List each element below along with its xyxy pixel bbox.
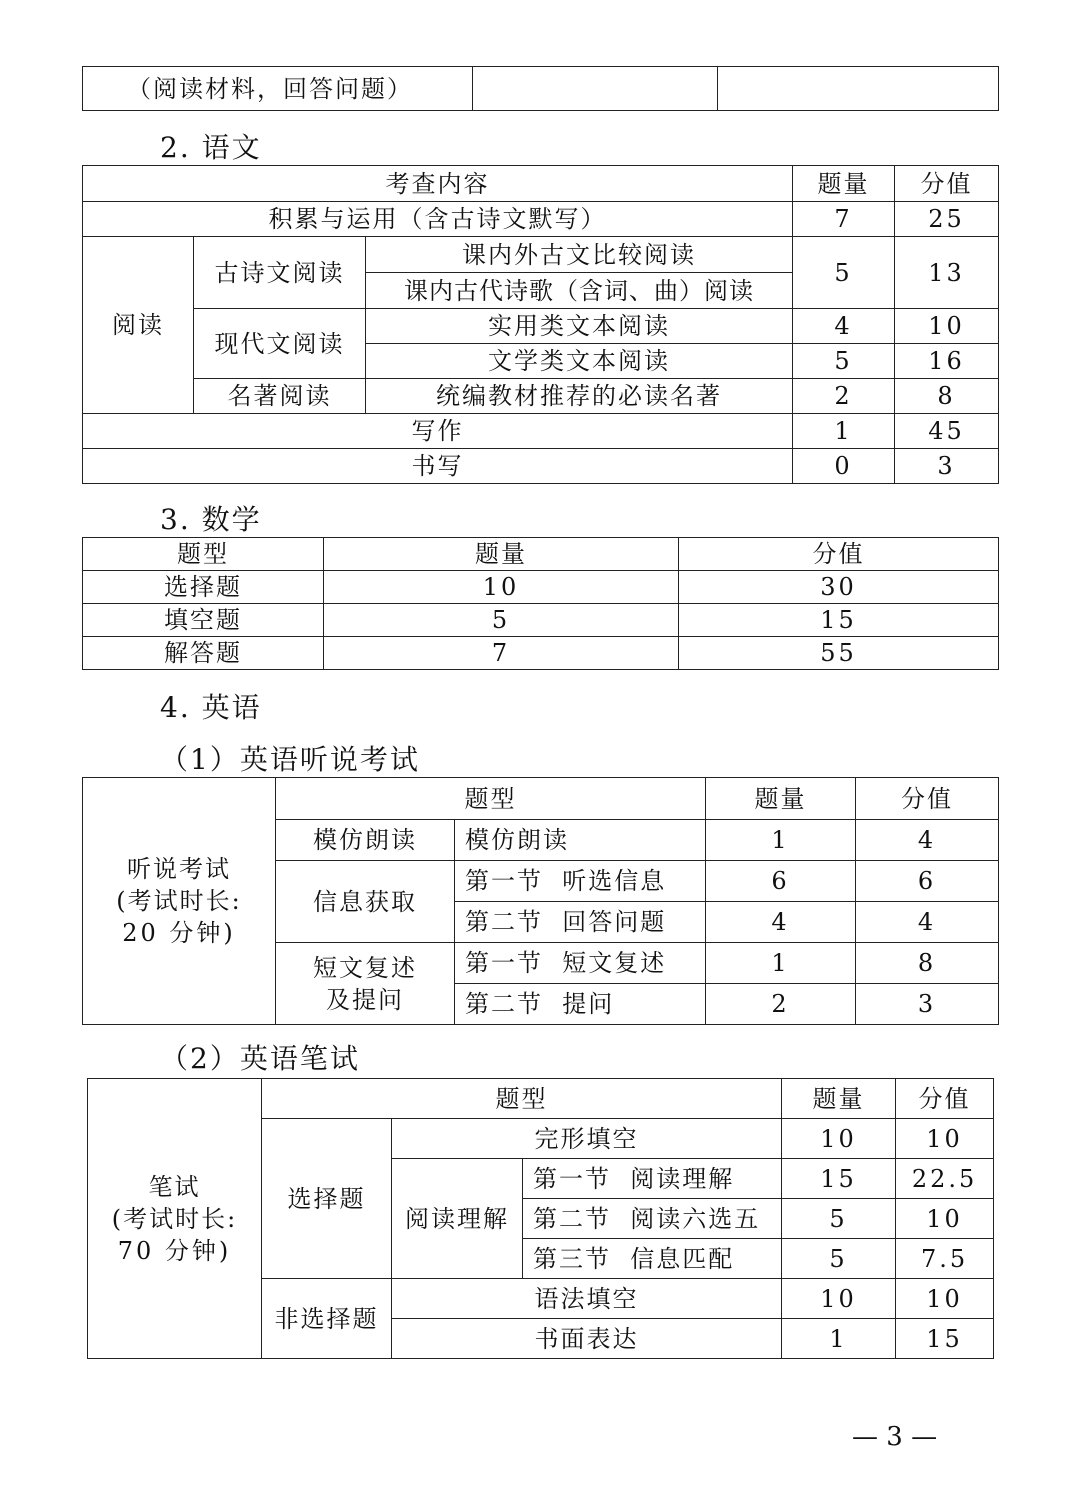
table-cell: 10: [782, 1279, 896, 1319]
table-cell: 5: [782, 1199, 896, 1239]
table-cell: 10: [896, 1119, 994, 1159]
table-cell: 30: [679, 571, 999, 604]
top-cell: [718, 67, 999, 111]
header-score: 分值: [896, 1079, 994, 1119]
nonchoice-label: 非选择题: [262, 1279, 392, 1359]
top-table: [82, 66, 999, 111]
table-cell: 10: [896, 1279, 994, 1319]
table-cell: 1: [706, 943, 856, 984]
table-cell: 统编教材推荐的必读名著: [366, 379, 793, 414]
table-cell: 15: [679, 604, 999, 637]
table-cell: 1: [706, 820, 856, 861]
section-heading-written: （2）英语笔试: [160, 1042, 360, 1075]
table-cell: 5: [793, 237, 895, 309]
table-cell: 3: [856, 984, 999, 1025]
written-side-label: [88, 1079, 262, 1359]
top-cell: [473, 67, 718, 111]
table-cell: 第一节 短文复述: [455, 943, 706, 984]
table-cell: 10: [324, 571, 679, 604]
header-score: 分值: [679, 538, 999, 571]
table-cell: 6: [856, 861, 999, 902]
header-type: 题型: [262, 1079, 782, 1119]
page-number: — 3 —: [852, 1422, 938, 1452]
chinese-table: [82, 165, 999, 484]
section-heading-chinese: 2. 语文: [160, 131, 262, 164]
header-score: 分值: [895, 166, 999, 202]
table-cell: 1: [793, 414, 895, 449]
table-cell: 8: [856, 943, 999, 984]
table-cell: 16: [895, 344, 999, 379]
table-cell: 第一节 听选信息: [455, 861, 706, 902]
table-cell: 0: [793, 449, 895, 484]
side-line: (考试时长:: [111, 1204, 238, 1233]
table-cell: 选择题: [83, 571, 324, 604]
table-cell: 7: [793, 202, 895, 237]
table-cell: 22.5: [896, 1159, 994, 1199]
table-cell: 第一节 阅读理解: [523, 1159, 782, 1199]
side-line: (考试时长:: [116, 887, 242, 915]
reading-label: 阅读理解: [392, 1159, 523, 1279]
table-cell: 积累与运用（含古诗文默写）: [83, 202, 793, 237]
classics-label: 名著阅读: [194, 379, 366, 414]
table-cell: 6: [706, 861, 856, 902]
section-heading-math: 3. 数学: [160, 503, 262, 536]
ancient-label: 古诗文阅读: [194, 237, 366, 309]
table-cell: 4: [856, 820, 999, 861]
table-cell: 13: [895, 237, 999, 309]
table-cell: 4: [856, 902, 999, 943]
imitate-label: 模仿朗读: [276, 820, 455, 861]
table-cell: 8: [895, 379, 999, 414]
section-heading-english: 4. 英语: [160, 691, 262, 724]
header-type: 题型: [83, 538, 324, 571]
table-cell: 7.5: [896, 1239, 994, 1279]
table-cell: 书写: [83, 449, 793, 484]
table-cell: 25: [895, 202, 999, 237]
table-cell: 5: [782, 1239, 896, 1279]
section-heading-listening: （1）英语听说考试: [160, 743, 420, 776]
retell-label: [276, 943, 455, 1025]
table-cell: 第二节 提问: [455, 984, 706, 1025]
header-qty: 题量: [324, 538, 679, 571]
table-cell: 10: [782, 1119, 896, 1159]
listening-table: [82, 777, 999, 1025]
table-cell: 第三节 信息匹配: [523, 1239, 782, 1279]
table-cell: 4: [706, 902, 856, 943]
table-cell: 15: [896, 1319, 994, 1359]
retell-line: 及提问: [326, 985, 404, 1014]
header-content: 考查内容: [83, 166, 793, 202]
table-cell: 45: [895, 414, 999, 449]
choice-label: 选择题: [262, 1119, 392, 1279]
table-cell: 5: [324, 604, 679, 637]
side-line: 听说考试: [127, 855, 231, 883]
header-qty: 题量: [706, 778, 856, 820]
retell-line: 短文复述: [313, 953, 417, 982]
table-cell: 10: [895, 309, 999, 344]
table-cell: 3: [895, 449, 999, 484]
header-type: 题型: [276, 778, 706, 820]
top-cell: （阅读材料，回答问题）: [83, 67, 473, 111]
modern-label: 现代文阅读: [194, 309, 366, 379]
table-cell: 5: [793, 344, 895, 379]
header-qty: 题量: [782, 1079, 896, 1119]
table-cell: 55: [679, 637, 999, 670]
table-cell: 7: [324, 637, 679, 670]
table-cell: 课内古代诗歌（含词、曲）阅读: [366, 273, 793, 309]
reading-label: 阅读: [83, 237, 194, 414]
table-cell: 写作: [83, 414, 793, 449]
table-cell: 完形填空: [392, 1119, 782, 1159]
table-cell: 模仿朗读: [455, 820, 706, 861]
table-cell: 课内外古文比较阅读: [366, 237, 793, 273]
table-cell: 15: [782, 1159, 896, 1199]
table-cell: 解答题: [83, 637, 324, 670]
table-cell: 第二节 阅读六选五: [523, 1199, 782, 1239]
table-cell: 2: [706, 984, 856, 1025]
math-table: [82, 537, 999, 670]
header-score: 分值: [856, 778, 999, 820]
table-cell: 实用类文本阅读: [366, 309, 793, 344]
side-line: 笔试: [148, 1172, 201, 1201]
side-line: 20 分钟): [122, 919, 236, 947]
header-qty: 题量: [793, 166, 895, 202]
written-table: [87, 1078, 994, 1359]
table-cell: 语法填空: [392, 1279, 782, 1319]
listening-side-label: [83, 778, 276, 1025]
table-cell: 填空题: [83, 604, 324, 637]
table-cell: 第二节 回答问题: [455, 902, 706, 943]
table-cell: 1: [782, 1319, 896, 1359]
table-cell: 文学类文本阅读: [366, 344, 793, 379]
side-line: 70 分钟): [117, 1236, 232, 1265]
table-cell: 书面表达: [392, 1319, 782, 1359]
table-cell: 10: [896, 1199, 994, 1239]
info-label: 信息获取: [276, 861, 455, 943]
table-cell: 4: [793, 309, 895, 344]
table-cell: 2: [793, 379, 895, 414]
